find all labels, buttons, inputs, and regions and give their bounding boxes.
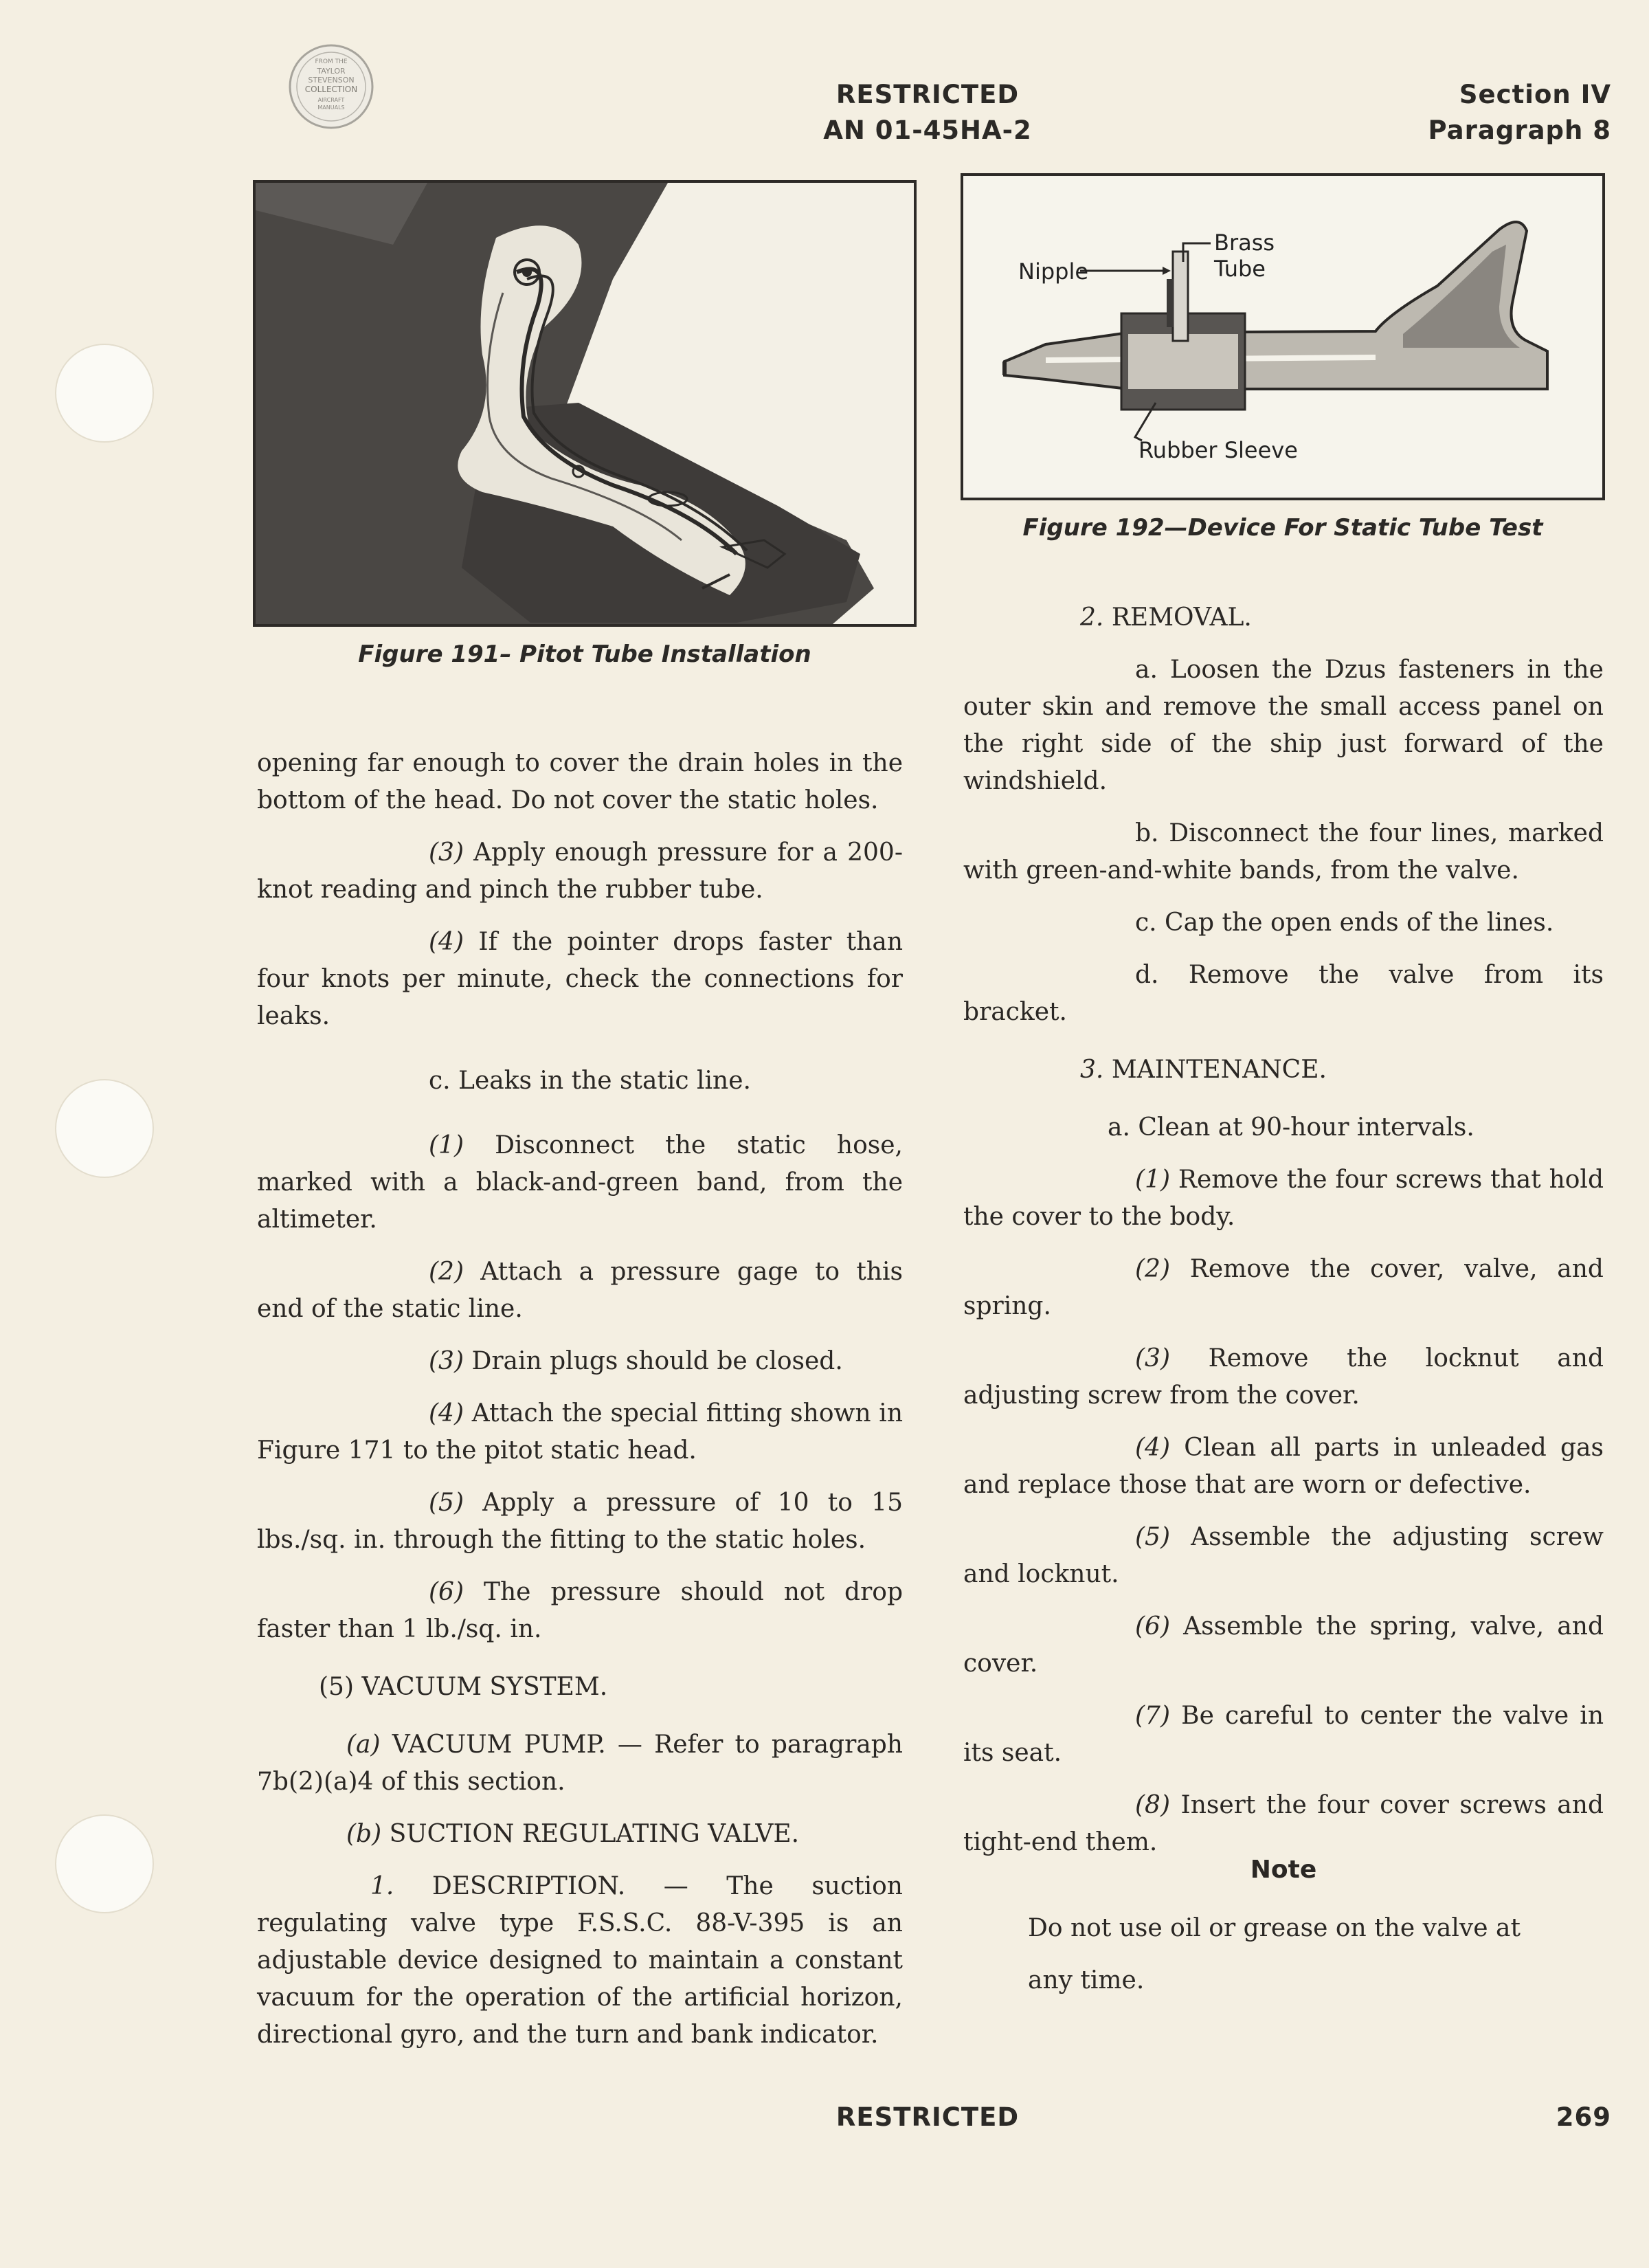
header-section: Section IV [1459, 80, 1611, 109]
subheading: (b) SUCTION REGULATING VALVE. [346, 1820, 800, 1848]
paragraph: opening far enough to cover the drain holes in the bottom of the head. Do not cover the static holes. [257, 749, 903, 814]
subheading: c. Leaks in the static line. [429, 1067, 751, 1095]
svg-text:AIRCRAFT: AIRCRAFT [317, 97, 345, 103]
binder-hole [55, 1079, 154, 1178]
paragraph: (3) Drain plugs should be closed. [429, 1347, 843, 1375]
paragraph: c. Cap the open ends of the lines. [1135, 909, 1554, 937]
svg-text:STEVENSON: STEVENSON [308, 76, 355, 85]
svg-text:FROM THE: FROM THE [315, 58, 348, 65]
header-paragraph: Paragraph 8 [1428, 115, 1611, 145]
svg-text:COLLECTION: COLLECTION [304, 85, 358, 94]
collection-stamp [287, 43, 375, 131]
paragraph: (2) Remove the cover, valve, and spring. [963, 1255, 1604, 1320]
paragraph: (5) Apply a pressure of 10 to 15 lbs./sq. in. through the fitting to the static holes. [257, 1489, 903, 1554]
tube-label: Tube [1214, 256, 1266, 282]
paragraph: (7) Be careful to center the valve in its seat. [963, 1702, 1604, 1767]
paragraph: (3) Apply enough pressure for a 200-knot reading and pinch the rubber tube. [257, 838, 903, 904]
paragraph: 1. DESCRIPTION. — The suction regulating valve type F.S.S.C. 88-V-395 is an adjustable device designed to maintain a constant vacuum for the operation of the artificial horizon, directional gyro, and the turn and bank indicator. [257, 1872, 903, 2049]
paragraph: (6) Assemble the spring, valve, and cover. [963, 1612, 1604, 1678]
right-column [963, 599, 1604, 1876]
paragraph: (a) VACUUM PUMP. — Refer to paragraph 7b(2)(a)4 of this section. [257, 1731, 903, 1796]
paragraph: (4) Clean all parts in unleaded gas and replace those that are worn or defective. [963, 1434, 1604, 1499]
figure-192-caption: Figure 192—Device For Static Tube Test [1022, 514, 1543, 542]
subheading: 2. REMOVAL. [1080, 603, 1252, 632]
subheading: (5) VACUUM SYSTEM. [319, 1673, 608, 1701]
binder-hole [55, 344, 154, 443]
left-column [257, 745, 903, 2069]
paragraph: (1) Disconnect the static hose, marked with a black-and-green band, from the altimeter. [257, 1131, 903, 1234]
paragraph: (1) Remove the four screws that hold the cover to the body. [963, 1166, 1604, 1231]
paragraph: a. Clean at 90-hour intervals. [1108, 1113, 1474, 1142]
paragraph: (2) Attach a pressure gage to this end of the static line. [257, 1258, 903, 1323]
rubber-sleeve-label: Rubber Sleeve [1138, 437, 1298, 463]
svg-text:TAYLOR: TAYLOR [317, 67, 346, 76]
paragraph: (8) Insert the four cover screws and tight-end them. [963, 1791, 1604, 1856]
figure-191-caption: Figure 191– Pitot Tube Installation [358, 641, 811, 668]
header-classification: RESTRICTED [835, 80, 1020, 109]
paragraph: (4) Attach the special fitting shown in Figure 171 to the pitot static head. [257, 1399, 903, 1465]
paragraph: b. Disconnect the four lines, marked with green-and-white bands, from the valve. [963, 819, 1604, 885]
subheading: 3. MAINTENANCE. [1080, 1056, 1327, 1084]
nipple-label: Nipple [1018, 258, 1089, 285]
figure-192 [961, 173, 1605, 500]
paragraph: a. Loosen the Dzus fasteners in the outer skin and remove the small access panel on the right side of the ship just forward of the windshield. [963, 656, 1604, 795]
paragraph: (6) The pressure should not drop faster than 1 lb./sq. in. [257, 1578, 903, 1643]
page-number: 269 [1556, 2102, 1611, 2132]
binder-hole [55, 1814, 154, 1913]
paragraph: d. Remove the valve from its bracket. [963, 961, 1604, 1026]
svg-text:MANUALS: MANUALS [317, 104, 345, 111]
footer-classification: RESTRICTED [835, 2102, 1020, 2132]
note-text: Do not use oil or grease on the valve at any time. [1028, 1914, 1521, 1994]
paragraph: (3) Remove the locknut and adjusting screw from the cover. [963, 1344, 1604, 1410]
note-title: Note [1250, 1856, 1317, 1884]
paragraph: (4) If the pointer drops faster than four knots per minute, check the connections for leaks. [257, 928, 903, 1030]
paragraph: (5) Assemble the adjusting screw and locknut. [963, 1523, 1604, 1588]
header-doc-number: AN 01-45HA-2 [823, 115, 1032, 145]
static-tube-test-device-illustration [963, 176, 1602, 498]
brass-label: Brass [1214, 230, 1275, 256]
pitot-tube-installation-illustration [256, 183, 914, 624]
figure-191 [253, 180, 917, 627]
